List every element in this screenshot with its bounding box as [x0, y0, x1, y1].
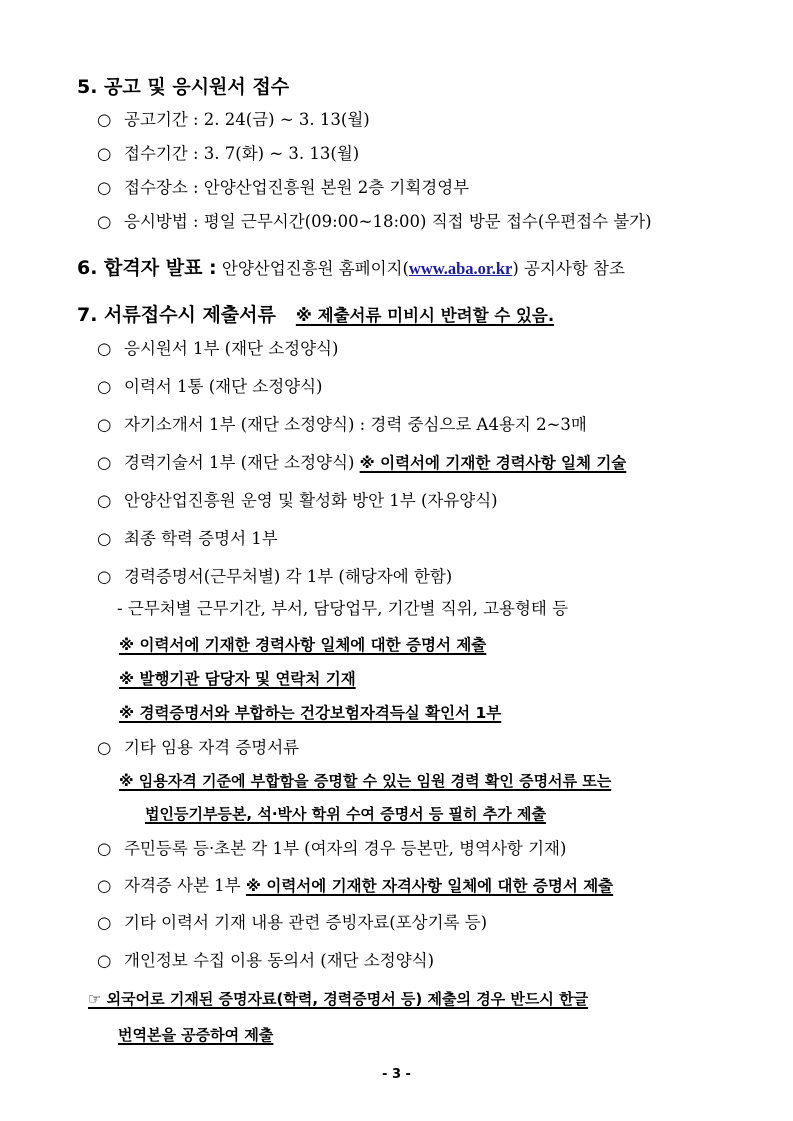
doc-privacy-consent: 개인정보 수집 이용 동의서 (재단 소정양식)	[124, 951, 435, 970]
bullet: ○	[97, 567, 112, 586]
list-item	[97, 566, 452, 588]
homepage-link[interactable]: www.aba.or.kr	[408, 259, 513, 278]
list-item	[97, 143, 359, 165]
posting-period: 공고기간 : 2. 24(금) ~ 3. 13(월)	[124, 110, 370, 129]
list-item	[97, 490, 498, 512]
doc-evidence: 기타 이력서 기재 내용 관련 증빙자료(포상기록 등)	[124, 913, 488, 932]
application-method: 응시방법 : 평일 근무시간(09:00~18:00) 직접 방문 접수(우편접수 불가)	[124, 212, 652, 231]
bullet: ○	[97, 339, 112, 358]
bullet: ○	[97, 951, 112, 970]
announcement-text: 안양산업진흥원 홈페이지(	[221, 259, 409, 278]
list-item	[97, 912, 487, 934]
bullet: ○	[97, 178, 112, 197]
qualification-note-line-1: ※ 임용자격 기준에 부합함을 증명할 수 있는 임원 경력 확인 증명서류 또는	[119, 772, 612, 790]
bullet: ○	[97, 529, 112, 548]
list-item	[97, 338, 338, 360]
application-period: 접수기간 : 3. 7(화) ~ 3. 13(월)	[124, 144, 360, 163]
section-6	[77, 256, 625, 280]
bullet: ○	[97, 212, 112, 231]
application-place: 접수장소 : 안양산업진흥원 본원 2층 기획경영부	[124, 178, 470, 197]
list-item	[97, 875, 613, 897]
bullet: ○	[97, 913, 112, 932]
bullet: ○	[97, 144, 112, 163]
page-number: - 3 -	[382, 1067, 411, 1082]
bullet: ○	[97, 839, 112, 858]
employment-note-1: ※ 이력서에 기재한 경력사항 일체에 대한 증명서 제출	[119, 636, 487, 654]
career-desc-note: ※ 이력서에 기재한 경력사항 일체 기술	[359, 454, 627, 472]
section-7-heading: 7. 서류접수시 제출서류	[77, 304, 276, 326]
bullet: ○	[97, 876, 112, 895]
doc-plan: 안양산업진흥원 운영 및 활성화 방안 1부 (자유양식)	[124, 491, 498, 510]
doc-license-copy: 자격증 사본 1부	[124, 876, 241, 895]
employment-cert-detail: - 근무처별 근무기간, 부서, 담당업무, 기간별 직위, 고용형태 등	[117, 599, 569, 618]
doc-application: 응시원서 1부 (재단 소정양식)	[124, 339, 339, 358]
list-item	[97, 737, 299, 759]
employment-note-3: ※ 경력증명서와 부합하는 건강보험자격득실 확인서 1부	[119, 704, 502, 722]
list-item	[97, 452, 626, 474]
list-item	[97, 109, 370, 131]
announcement-text-end: ) 공지사항 참조	[512, 259, 625, 278]
doc-employment-cert: 경력증명서(근무처별) 각 1부 (해당자에 한함)	[124, 567, 453, 586]
doc-education: 최종 학력 증명서 1부	[124, 529, 278, 548]
section-7-note: ※ 제출서류 미비시 반려할 수 있음.	[295, 306, 555, 325]
list-item	[97, 950, 434, 972]
doc-resident-reg: 주민등록 등·초본 각 1부 (여자의 경우 등본만, 병역사항 기재)	[124, 839, 567, 858]
doc-career-desc: 경력기술서 1부 (재단 소정양식)	[124, 453, 355, 472]
list-item	[97, 177, 469, 199]
employment-note-2: ※ 발행기관 담당자 및 연락처 기재	[119, 670, 356, 688]
final-note-line-2: 번역본을 공증하여 제출	[118, 1026, 274, 1044]
bullet: ○	[97, 738, 112, 757]
final-note-line-1: ☞ 외국어로 기재된 증명자료(학력, 경력증명서 등) 제출의 경우 반드시 한글	[88, 990, 589, 1008]
doc-self-intro: 자기소개서 1부 (재단 소정양식) : 경력 중심으로 A4용지 2~3매	[124, 415, 587, 434]
bullet: ○	[97, 415, 112, 434]
license-note: ※ 이력서에 기재한 자격사항 일체에 대한 증명서 제출	[245, 877, 614, 895]
qualification-note-line-2: 법인등기부등본, 석·박사 학위 수여 증명서 등 필히 추가 제출	[145, 805, 546, 823]
bullet: ○	[97, 491, 112, 510]
list-item	[97, 211, 652, 233]
list-item	[97, 414, 587, 436]
list-item	[97, 528, 278, 550]
list-item	[97, 376, 323, 398]
doc-resume: 이력서 1통 (재단 소정양식)	[124, 377, 323, 396]
bullet: ○	[97, 110, 112, 129]
section-6-heading: 6. 합격자 발표 :	[77, 257, 217, 279]
bullet: ○	[97, 453, 112, 472]
bullet: ○	[97, 377, 112, 396]
section-7	[77, 303, 554, 327]
section-5-heading: 5. 공고 및 응시원서 접수	[77, 76, 290, 98]
list-item	[97, 838, 566, 860]
doc-qualification: 기타 임용 자격 증명서류	[124, 738, 300, 757]
